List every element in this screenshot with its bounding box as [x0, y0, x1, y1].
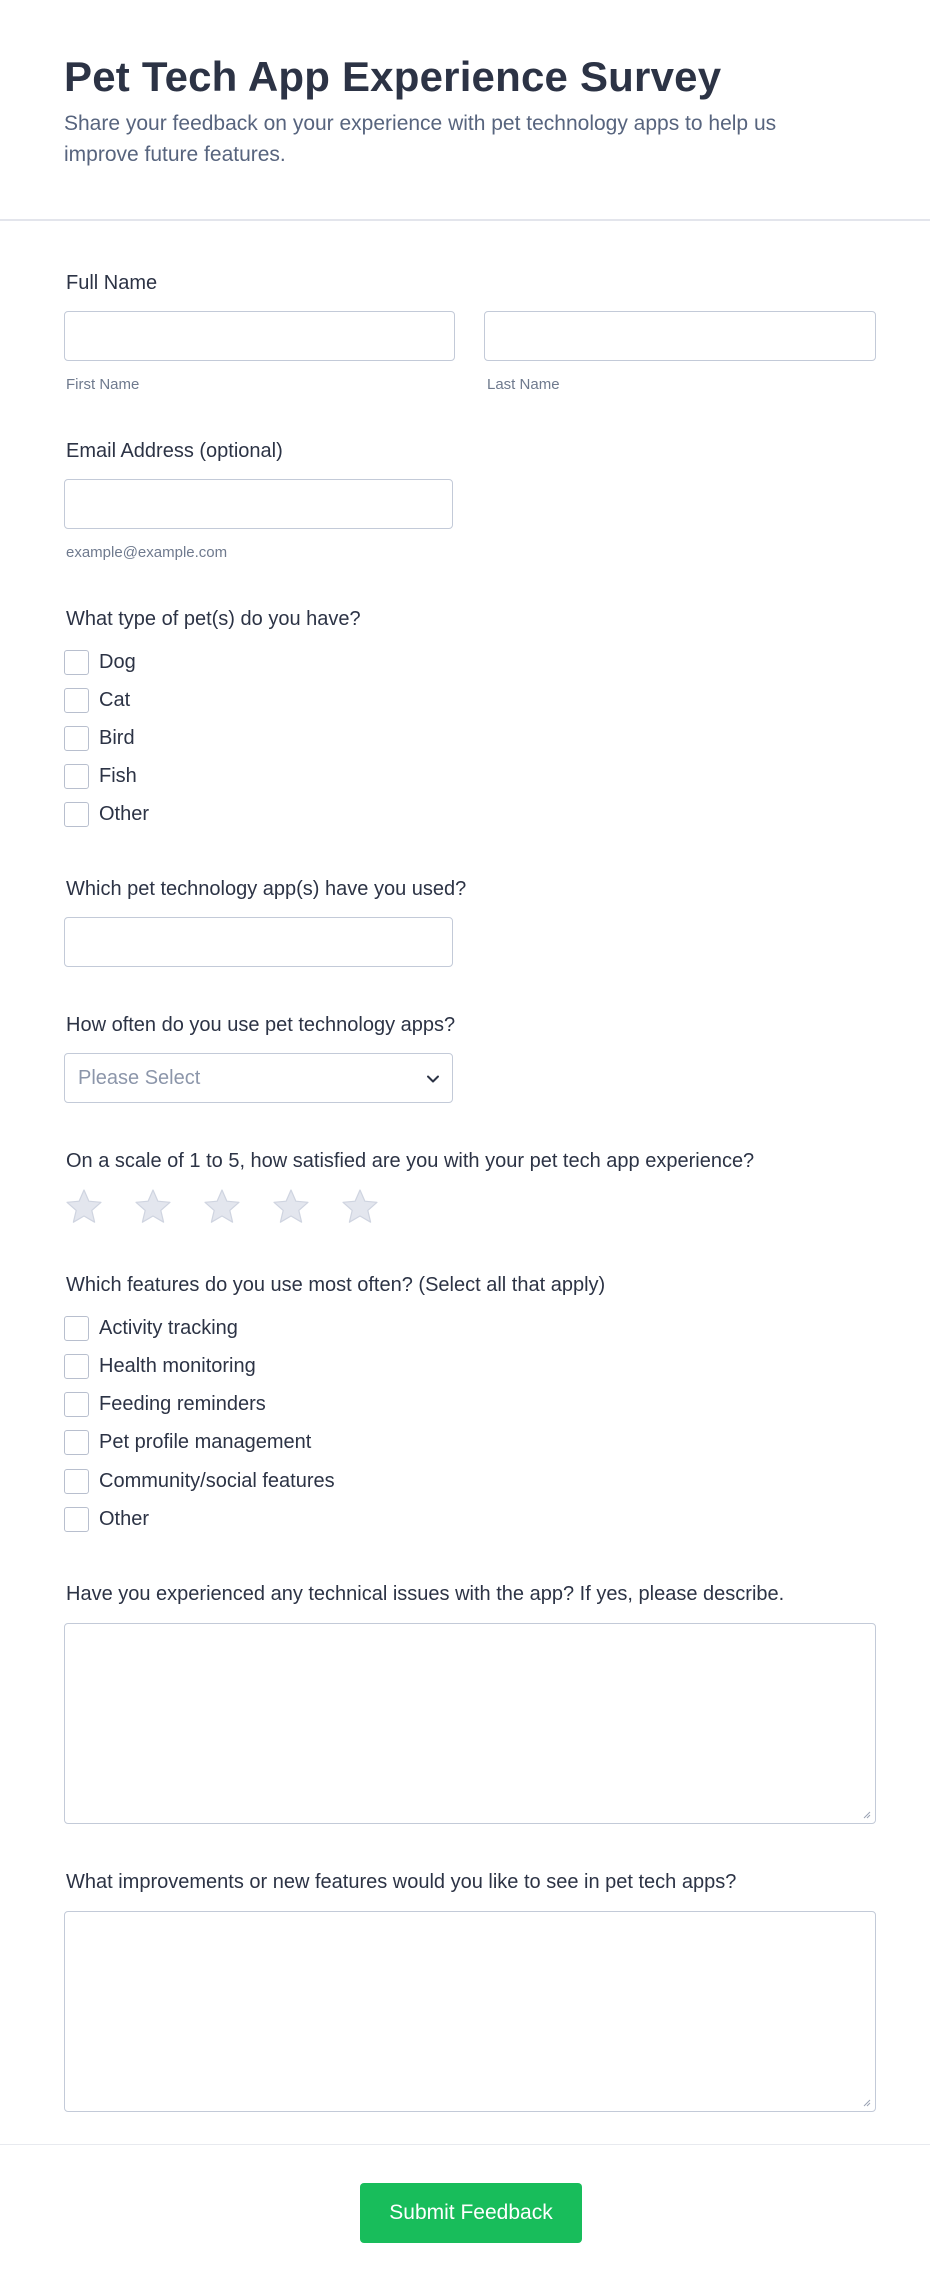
frequency-label: How often do you use pet technology apps? [66, 1014, 456, 1036]
option-label: Cat [99, 688, 131, 711]
feature-option-health-monitoring[interactable] [64, 1353, 256, 1379]
select-value: Please Select [78, 1067, 201, 1089]
checkbox[interactable] [64, 1354, 89, 1379]
checkbox[interactable] [64, 688, 89, 713]
checkbox[interactable] [64, 764, 89, 789]
improvements-label: What improvements or new features would you like to see in pet tech apps? [66, 1871, 737, 1893]
option-label: Feeding reminders [99, 1392, 266, 1415]
apps-used-label: Which pet technology app(s) have you used? [66, 878, 467, 900]
email-input[interactable] [64, 479, 453, 529]
pet-option-fish[interactable] [64, 763, 137, 789]
full-name-label: Full Name [66, 272, 158, 294]
option-label: Fish [99, 764, 137, 787]
submit-feedback-button[interactable]: Submit Feedback [360, 2183, 582, 2243]
pet-type-label: What type of pet(s) do you have? [66, 608, 361, 630]
pet-option-bird[interactable] [64, 725, 135, 751]
pet-option-dog[interactable] [64, 649, 136, 675]
star-icon[interactable] [202, 1187, 242, 1227]
checkbox[interactable] [64, 1469, 89, 1494]
form-footer [0, 2145, 930, 2291]
feature-option-community[interactable] [64, 1468, 335, 1494]
star-icon[interactable] [133, 1187, 173, 1227]
star-icon[interactable] [271, 1187, 311, 1227]
form-header [0, 0, 930, 221]
checkbox[interactable] [64, 1507, 89, 1532]
checkbox[interactable] [64, 650, 89, 675]
issues-textarea[interactable] [64, 1623, 876, 1824]
issues-label: Have you experienced any technical issues with the app? If yes, please describe. [66, 1583, 785, 1605]
frequency-select[interactable] [64, 1053, 453, 1103]
checkbox[interactable] [64, 1392, 89, 1417]
option-label: Health monitoring [99, 1354, 256, 1377]
improvements-textarea[interactable] [64, 1911, 876, 2112]
email-label: Email Address (optional) [66, 440, 283, 462]
option-label: Dog [99, 650, 136, 673]
pet-option-other[interactable] [64, 801, 149, 827]
option-label: Bird [99, 726, 135, 749]
option-label: Other [99, 802, 150, 825]
pet-option-cat[interactable] [64, 687, 130, 713]
feature-option-pet-profile[interactable] [64, 1429, 311, 1455]
page-title: Pet Tech App Experience Survey [64, 53, 722, 100]
option-label: Activity tracking [99, 1316, 238, 1339]
last-name-sublabel: Last Name [487, 376, 560, 393]
checkbox[interactable] [64, 802, 89, 827]
features-label: Which features do you use most often? (Select all that apply) [66, 1274, 606, 1296]
option-label: Community/social features [99, 1469, 335, 1492]
checkbox[interactable] [64, 726, 89, 751]
resize-handle-icon[interactable] [861, 2097, 871, 2107]
star-icon[interactable] [340, 1187, 380, 1227]
first-name-input[interactable] [64, 311, 455, 361]
feature-option-other[interactable] [64, 1506, 149, 1532]
last-name-input[interactable] [484, 311, 876, 361]
resize-handle-icon[interactable] [861, 1809, 871, 1819]
chevron-down-icon [424, 1070, 442, 1088]
feature-option-feeding-reminders[interactable] [64, 1391, 266, 1417]
checkbox[interactable] [64, 1316, 89, 1341]
satisfaction-label: On a scale of 1 to 5, how satisfied are you with your pet tech app experience? [66, 1150, 755, 1172]
star-icon[interactable] [64, 1187, 104, 1227]
page-subtitle: Share your feedback on your experience with pet technology apps to help us improve future features. [64, 112, 777, 166]
apps-used-input[interactable] [64, 917, 453, 967]
email-sublabel: example@example.com [66, 544, 228, 561]
survey-form [0, 221, 930, 2145]
option-label: Pet profile management [99, 1430, 312, 1453]
first-name-sublabel: First Name [66, 376, 140, 393]
checkbox[interactable] [64, 1430, 89, 1455]
option-label: Other [99, 1507, 150, 1530]
feature-option-activity-tracking[interactable] [64, 1315, 238, 1341]
